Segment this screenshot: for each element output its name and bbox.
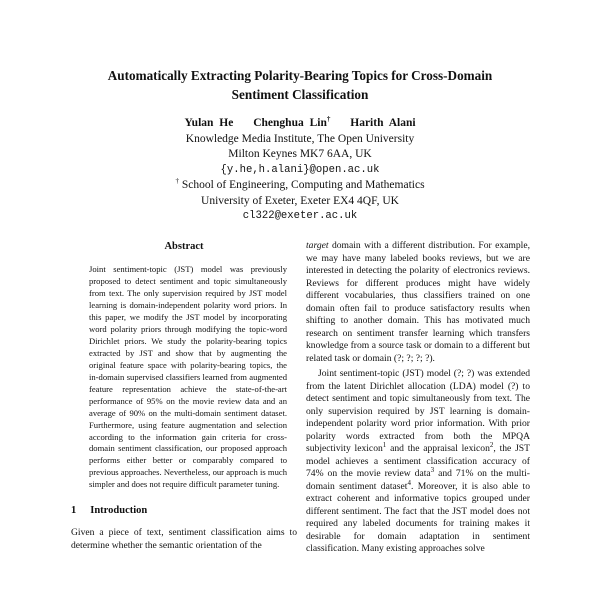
- introduction-text: Given a piece of text, sentiment classification aims to determine whether the semantic orientation of the: [71, 527, 297, 552]
- author-3: Harith Alani: [350, 117, 416, 129]
- section-title: Introduction: [90, 505, 148, 517]
- footnote-mark-4: 4: [407, 478, 411, 487]
- footnote-mark-2: 2: [489, 440, 494, 449]
- abstract-heading: Abstract: [164, 241, 204, 252]
- email-1: {y.he,h.alani}@open.ac.uk: [220, 163, 380, 176]
- author-2: Chenghua Lin†: [253, 115, 331, 129]
- left-column: [71, 241, 297, 553]
- footnote-mark-3: 3: [430, 465, 435, 474]
- title-line-2: Sentiment Classification: [231, 87, 369, 102]
- author-1: Yulan He: [184, 117, 234, 129]
- abstract-text: Joint sentiment-topic (JST) model was previously proposed to detect sentiment and topic simultaneously from text. The only supervision required by JST model learning is domain-independent polarity word priors. In this paper, we modify the JST model by incorporating word polarity priors through modifying the topic-word Dirichlet priors. We study the polarity-bearing topics extracted by JST and show that by augmenting the original feature space with polarity-bearing topics, the in-domain supervised classifiers learned from augmented feature representation achieve the state-of-the-art performance of 95% on the movie review data and an average of 90% on the multi-domain sentiment dataset. Furthermore, using feature augmentation and selection according to the information gain criteria for cross-domain sentiment classification, our proposed approach performs either better or comparably compared to previous approaches. Nevertheless, our approach is much simpler and does not require difficult parameter tuning.: [89, 264, 287, 490]
- footnote-mark-1: 1: [382, 440, 387, 449]
- section-number: 1: [71, 505, 77, 517]
- email-2: cl322@exeter.ac.uk: [242, 210, 358, 222]
- affiliation-2-line-1: † School of Engineering, Computing and Mathematics: [175, 177, 425, 191]
- paragraph-1: target domain with a different distribution. For example, we may have many labeled books reviews, but we are interested in detecting the polarity of electronics reviews. Reviews for different produces might have widely different vocabularies, thus classifiers trained on one domain often fail to produce satisfactory results when shifting to another domain. This has motivated much research on sentiment transfer learning which transfers knowledge from a source task or domain to a different but related task or domain (?; ?; ?; ?).: [306, 240, 530, 364]
- affiliation-1-line-1: Knowledge Media Institute, The Open University: [185, 132, 415, 145]
- paragraph-2: Joint sentiment-topic (JST) model (?; ?) was extended from the latent Dirichlet allocation (LDA) model (?) to detect sentiment and topic simultaneously from text. The only supervision required by JST learning is domain-independent polarity word prior information. With prior polarity words extracted from both the MPQA subjectivity lexicon$^1$ and the appraisal lexicon$^2$, the JST model achieves a sentiment classification accuracy of 74% on the movie review data$^3$ and 71% on the multi-domain sentiment dataset$^4$. Moreover, it is also able to extract coherent and informative topics grouped under different sentiment. The fact that the JST model does not required any labeled documents for training makes it desirable for domain adaptation in sentiment classification. Many existing approaches solve: [306, 368, 531, 554]
- author-block: [100, 116, 500, 225]
- affiliation-1-line-2: Milton Keynes MK7 6AA, UK: [228, 148, 372, 160]
- paper-title: [60, 66, 540, 104]
- right-column: [306, 240, 530, 556]
- title-line-1: Automatically Extracting Polarity-Bearing Topics for Cross-Domain: [107, 68, 493, 83]
- author-names: [100, 116, 500, 132]
- affiliation-2-mark: †: [175, 177, 179, 186]
- section-heading-introduction: [71, 505, 297, 517]
- affiliation-2-line-2: University of Exeter, Exeter EX4 4QF, UK: [201, 194, 399, 207]
